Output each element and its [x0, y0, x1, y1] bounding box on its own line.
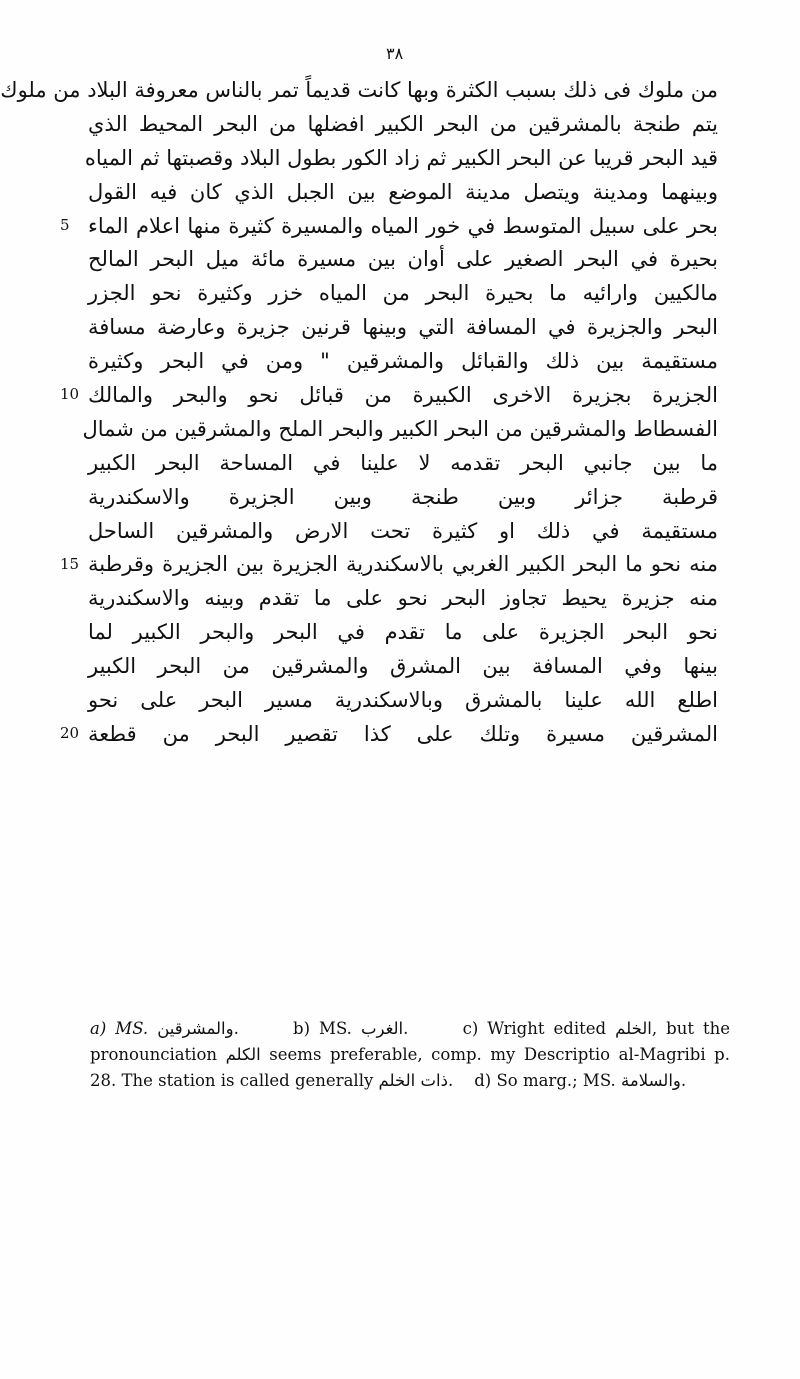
footnote-d-label: d) So marg.; MS. [474, 1071, 616, 1090]
arabic-line: بحيرة في البحر الصغير على أوان بين مسيرة مائة ميل البحر المالح [88, 247, 718, 272]
footnote-b-label: b) MS. [293, 1019, 352, 1038]
footnote-c-text2: seems preferable, comp. my Descriptio al-Magribi p. 28. The station is called generally [90, 1045, 730, 1090]
arabic-line: اطلع الله علينا بالمشرق وبالاسكندرية مسير البحر على نحو [88, 688, 718, 713]
arabic-line: يتم طنجة بالمشرقين من البحر الكبير افضلها من البحر المحيط الذي [88, 111, 718, 136]
line-number: 20 [60, 724, 80, 743]
footnote-a-b-c: a) MS. والمشرقين. b) MS. الغرب. c) Wright edited الخلم, but the pronounciation الكلم seems preferable, comp. my Descriptio al-Magribi p. 28. The station is called generally الخلم ذات. d) So marg.; MS. والسلامة. [90, 1019, 731, 1090]
arabic-line: بحر على سبيل المتوسط في خور المياه والمسيرة كثيرة منها اعلام الماء [88, 213, 718, 238]
arabic-line: نحو البحر الجزيرة على ما تقدم في البحر والبحر الكبير لما [88, 620, 718, 645]
arabic-line: من ملوك فى ذلك بسبب الكثرة وبها كانت قديماً تمر بالناس معروفة البلاد من ملوك [0, 78, 718, 102]
arabic-line: المشرقين مسيرة وتلك على كذا تقصير البحر من قطعة [88, 721, 718, 746]
footnote-c-arabic4: ذات [420, 1071, 448, 1090]
footnote-c-arabic: الخلم [615, 1019, 652, 1038]
footnote-c-label: c) Wright edited [462, 1019, 607, 1038]
footnote-c-but: , but [651, 1019, 694, 1038]
arabic-line: وبينهما ومدينة ويتصل مدينة الموضع بين الجبل الذي كان فيه القول [88, 179, 718, 204]
footnotes [90, 1016, 730, 1094]
arabic-line: قرطبة جزائر وبين طنجة وبين الجزيرة والاسكندرية [88, 484, 718, 509]
footnote-d-arabic: والسلامة [621, 1071, 681, 1090]
arabic-line: منه جزيرة يحيط تجاوز البحر نحو على ما تقدم وبينه والاسكندرية [88, 586, 718, 611]
arabic-line: بينها وفي المسافة بين المشرق والمشرقين من البحر الكبير [88, 654, 718, 679]
line-number: 5 [60, 215, 70, 234]
arabic-line: مستقيمة في ذلك او كثيرة تحت الارض والمشرقين الساحل [88, 518, 718, 543]
footnote-a-label: a) MS. [90, 1019, 149, 1038]
line-number: 10 [60, 385, 80, 404]
page-number: ٣٨ [386, 44, 404, 63]
arabic-line: البحر والجزيرة في المسافة التي وبينها قرنين جزيرة وعارضة مسافة [88, 315, 718, 340]
footnote-c-arabic2: الكلم [225, 1045, 261, 1064]
footnote-c-arabic3: الخلم [378, 1071, 416, 1090]
arabic-line: ما بين جانبي البحر تقدمه لا علينا في المساحة البحر الكبير [88, 450, 718, 475]
arabic-line: الفسطاط والمشرقين من البحر الكبير والبحر الملح والمشرقين من شمال [82, 416, 718, 441]
arabic-line: منه نحو ما البحر الكبير الغربي بالاسكندرية الجزيرة بين الجزيرة وقرطبة [88, 552, 718, 577]
arabic-line: مستقيمة بين ذلك والقبائل والمشرقين " ومن في البحر وكثيرة [88, 349, 718, 374]
footnote-b-arabic: الغرب [360, 1019, 404, 1038]
arabic-line: مالكيين وارائيه ما بحيرة البحر من المياه خزر وكثيرة نحو الجزر [88, 281, 718, 306]
footnote-a-arabic: والمشرقين [157, 1019, 234, 1038]
arabic-line: الجزيرة بجزيرة الاخرى الكبيرة من قبائل نحو والبحر والمالك [88, 383, 718, 408]
line-number: 15 [60, 554, 80, 573]
footnote-c-text1: the pronounciation [90, 1019, 731, 1064]
arabic-line: قيد البحر قريبا عن البحر الكبير ثم زاد الكور بطول البلاد وقصبتها ثم المياه [84, 145, 718, 170]
